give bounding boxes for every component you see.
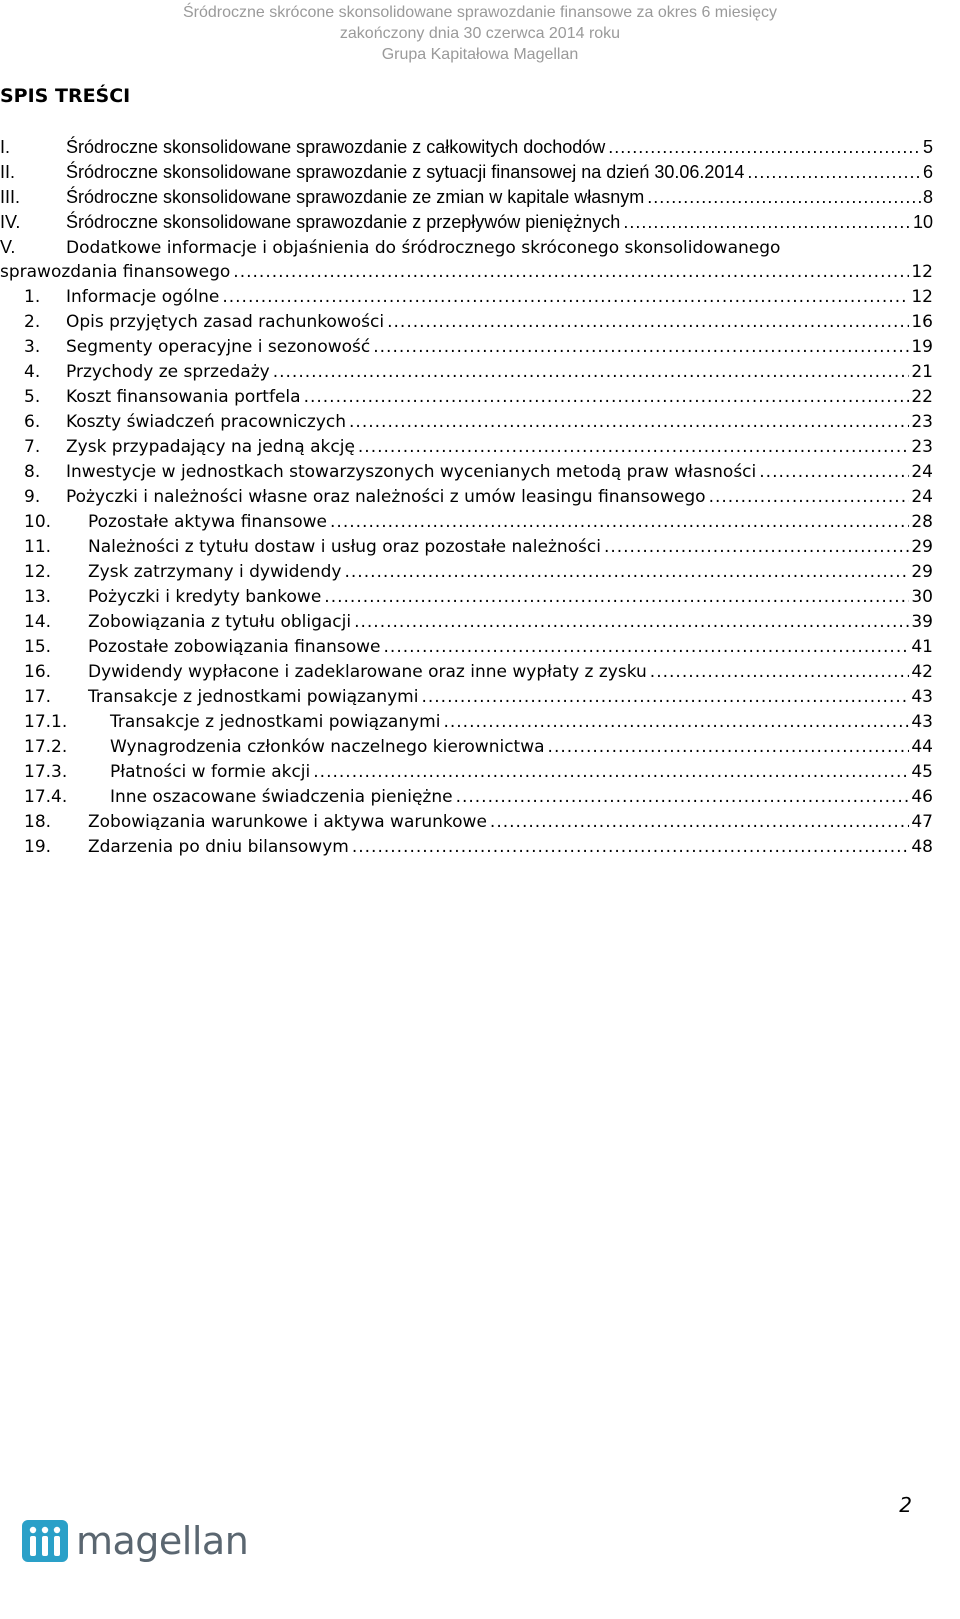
dot-leader <box>345 560 910 585</box>
toc-entry-title: Inwestycje w jednostkach stowarzyszonych wycenianych metodą praw własności <box>66 462 757 482</box>
toc-entry-page: 47 <box>911 812 933 832</box>
toc-entry[interactable] <box>0 685 933 710</box>
dot-leader <box>233 260 909 285</box>
toc-entry-number: 9. <box>24 487 41 507</box>
toc-entry-title: Wynagrodzenia członków naczelnego kierownictwa <box>110 737 545 757</box>
toc-entry-title: Pozostałe zobowiązania finansowe <box>88 637 381 657</box>
toc-entry-number: 17. <box>24 687 52 707</box>
toc-entry-number: 11. <box>24 537 52 557</box>
dot-leader <box>456 785 910 810</box>
toc-entry-page: 44 <box>911 737 933 757</box>
toc-entry-title: Koszty świadczeń pracowniczych <box>66 412 347 432</box>
toc-entry-page: 43 <box>911 687 933 707</box>
toc-entry-page: 19 <box>911 337 933 357</box>
toc-entry-number: 16. <box>24 662 52 682</box>
dot-leader <box>747 160 921 185</box>
dot-leader <box>324 585 909 610</box>
dot-leader <box>709 485 910 510</box>
toc-entry-number: 18. <box>24 812 52 832</box>
toc-entry-title: Śródroczne skonsolidowane sprawozdanie z całkowitych dochodów <box>66 137 606 157</box>
toc-entry[interactable] <box>0 285 933 310</box>
company-logo <box>22 1519 248 1563</box>
dot-leader <box>443 710 909 735</box>
toc-entry[interactable] <box>0 135 933 160</box>
dot-leader <box>354 610 909 635</box>
toc-entry-title: Śródroczne skonsolidowane sprawozdanie z przepływów pieniężnych <box>66 212 621 232</box>
toc-entry-number: 12. <box>24 562 52 582</box>
toc-entry[interactable] <box>0 210 933 235</box>
toc-entry-title: Informacje ogólne <box>66 287 220 307</box>
dot-leader <box>490 810 909 835</box>
table-of-contents <box>0 135 933 860</box>
toc-entry-number: 13. <box>24 587 52 607</box>
toc-entry-page: 48 <box>911 837 933 857</box>
toc-entry-page: 41 <box>911 637 933 657</box>
toc-entry-page: 43 <box>911 712 933 732</box>
toc-entry[interactable] <box>0 435 933 460</box>
toc-entry[interactable] <box>0 385 933 410</box>
toc-entry-number: 17.3. <box>24 762 68 782</box>
toc-entry[interactable] <box>0 560 933 585</box>
dot-leader <box>313 760 909 785</box>
toc-entry-page: 16 <box>911 312 933 332</box>
toc-entry-page: 24 <box>911 462 933 482</box>
toc-entry-number: 8. <box>24 462 41 482</box>
toc-entry[interactable] <box>0 760 933 785</box>
toc-entry-number: 14. <box>24 612 52 632</box>
toc-entry[interactable] <box>0 535 933 560</box>
toc-entry-title: Płatności w formie akcji <box>110 762 311 782</box>
toc-entry-title: Należności z tytułu dostaw i usług oraz pozostałe należności <box>88 537 601 557</box>
toc-entry-number: 17.2. <box>24 737 68 757</box>
toc-entry-title: Transakcje z jednostkami powiązanymi <box>88 687 419 707</box>
toc-entry-page: 22 <box>911 387 933 407</box>
toc-entry-page: 45 <box>911 762 933 782</box>
toc-entry-number: IV. <box>0 212 21 232</box>
toc-entry-number: 17.1. <box>24 712 68 732</box>
toc-entry-page: 10 <box>912 212 933 232</box>
toc-entry[interactable] <box>0 610 933 635</box>
toc-entry-title: Zobowiązania warunkowe i aktywa warunkowe <box>88 812 487 832</box>
toc-entry-title: Zysk zatrzymany i dywidendy <box>88 562 342 582</box>
toc-entry[interactable] <box>0 160 933 185</box>
toc-entry-page: 23 <box>911 412 933 432</box>
dot-leader <box>352 835 910 860</box>
toc-entry-page: 30 <box>911 587 933 607</box>
toc-title: SPIS TREŚCI <box>0 85 131 107</box>
toc-entry-page: 12 <box>911 287 933 307</box>
toc-entry[interactable] <box>0 660 933 685</box>
toc-entry[interactable] <box>0 185 933 210</box>
toc-entry[interactable] <box>0 510 933 535</box>
toc-entry-title: Dywidendy wypłacone i zadeklarowane oraz inne wypłaty z zysku <box>88 662 647 682</box>
toc-entry-page: 46 <box>911 787 933 807</box>
dot-leader <box>623 210 911 235</box>
toc-entry-number: 3. <box>24 337 41 357</box>
toc-entry-number: III. <box>0 187 21 207</box>
toc-entry-title: Pozostałe aktywa finansowe <box>88 512 328 532</box>
toc-entry-page: 39 <box>911 612 933 632</box>
page-number: 2 <box>899 1493 912 1517</box>
dot-leader <box>647 185 921 210</box>
header-line-3: Grupa Kapitałowa Magellan <box>381 46 579 63</box>
toc-entry-title: Pożyczki i należności własne oraz należności z umów leasingu finansowego <box>66 487 706 507</box>
running-header <box>0 2 960 65</box>
toc-entry-title: Pożyczki i kredyty bankowe <box>88 587 322 607</box>
toc-entry-number: 4. <box>24 362 41 382</box>
logo-wordmark: magellan <box>76 1519 249 1563</box>
dot-leader <box>222 285 909 310</box>
toc-entry-number: 6. <box>24 412 41 432</box>
toc-entry[interactable] <box>0 735 933 760</box>
toc-entry-page: 12 <box>911 262 933 282</box>
toc-entry-number: 15. <box>24 637 52 657</box>
toc-entry-number: 19. <box>24 837 52 857</box>
toc-entry[interactable] <box>0 460 933 485</box>
toc-entry-title: Koszt finansowania portfela <box>66 387 301 407</box>
toc-entry-page: 21 <box>911 362 933 382</box>
dot-leader <box>604 535 909 560</box>
dot-leader <box>608 135 921 160</box>
dot-leader <box>349 410 909 435</box>
toc-entry[interactable] <box>0 585 933 610</box>
toc-entry-number: 10. <box>24 512 52 532</box>
dot-leader <box>650 660 910 685</box>
toc-entry-title: Opis przyjętych zasad rachunkowości <box>66 312 385 332</box>
dot-leader <box>373 335 909 360</box>
toc-entry-title: Zobowiązania z tytułu obligacji <box>88 612 352 632</box>
dot-leader <box>384 635 910 660</box>
toc-entry-page: 29 <box>911 537 933 557</box>
toc-entry[interactable] <box>0 785 933 810</box>
dot-leader <box>548 735 910 760</box>
toc-entry-number: 1. <box>24 287 41 307</box>
toc-entry-title: Śródroczne skonsolidowane sprawozdanie ze zmian w kapitale własnym <box>66 187 645 207</box>
toc-entry-number: I. <box>0 137 11 157</box>
toc-entry-title: Segmenty operacyjne i sezonowość <box>66 337 371 357</box>
toc-entry[interactable] <box>0 485 933 510</box>
toc-entry-title: Transakcje z jednostkami powiązanymi <box>110 712 441 732</box>
toc-entry-title-continued: sprawozdania finansowego <box>0 262 231 282</box>
toc-entry[interactable] <box>0 410 933 435</box>
toc-entry-number: 2. <box>24 312 41 332</box>
dot-leader <box>759 460 909 485</box>
dot-leader <box>273 360 910 385</box>
toc-entry-page: 42 <box>911 662 933 682</box>
toc-entry-number: 7. <box>24 437 41 457</box>
dot-leader <box>358 435 909 460</box>
toc-entry-number: V. <box>0 237 16 257</box>
toc-entry-page: 6 <box>922 162 933 182</box>
toc-entry-title: Zdarzenia po dniu bilansowym <box>88 837 349 857</box>
toc-entry-number: II. <box>0 162 16 182</box>
toc-entry[interactable] <box>0 360 933 385</box>
toc-entry-v-line1[interactable] <box>0 235 933 260</box>
toc-entry-page: 28 <box>911 512 933 532</box>
toc-entry-page: 29 <box>911 562 933 582</box>
toc-entry-title: Przychody ze sprzedaży <box>66 362 270 382</box>
toc-entry-title: Zysk przypadający na jedną akcję <box>66 437 355 457</box>
dot-leader <box>330 510 909 535</box>
dot-leader <box>387 310 909 335</box>
toc-entry[interactable] <box>0 310 933 335</box>
toc-entry-title: Śródroczne skonsolidowane sprawozdanie z sytuacji finansowej na dzień 30.06.2014 <box>66 162 745 182</box>
magellan-logo-icon <box>22 1520 68 1562</box>
dot-leader <box>304 385 910 410</box>
toc-entry[interactable] <box>0 335 933 360</box>
toc-entry-page: 23 <box>911 437 933 457</box>
toc-entry-number: 17.4. <box>24 787 68 807</box>
toc-entry-v-line2[interactable] <box>0 260 933 285</box>
toc-entry-title: Inne oszacowane świadczenia pieniężne <box>110 787 453 807</box>
toc-entry[interactable] <box>0 810 933 835</box>
notes-list <box>0 285 933 860</box>
toc-entry-number: 5. <box>24 387 41 407</box>
header-line-1: Śródroczne skrócone skonsolidowane sprawozdanie finansowe za okres 6 miesięcy <box>182 4 778 21</box>
toc-entry[interactable] <box>0 710 933 735</box>
toc-entry[interactable] <box>0 835 933 860</box>
toc-entry-page: 8 <box>922 187 933 207</box>
dot-leader <box>421 685 909 710</box>
toc-entry-title: Dodatkowe informacje i objaśnienia do śródrocznego skróconego skonsolidowanego <box>66 238 781 258</box>
header-line-2: zakończony dnia 30 czerwca 2014 roku <box>339 25 621 42</box>
toc-entry-page: 24 <box>911 487 933 507</box>
toc-entry-page: 5 <box>922 137 933 157</box>
toc-entry[interactable] <box>0 635 933 660</box>
